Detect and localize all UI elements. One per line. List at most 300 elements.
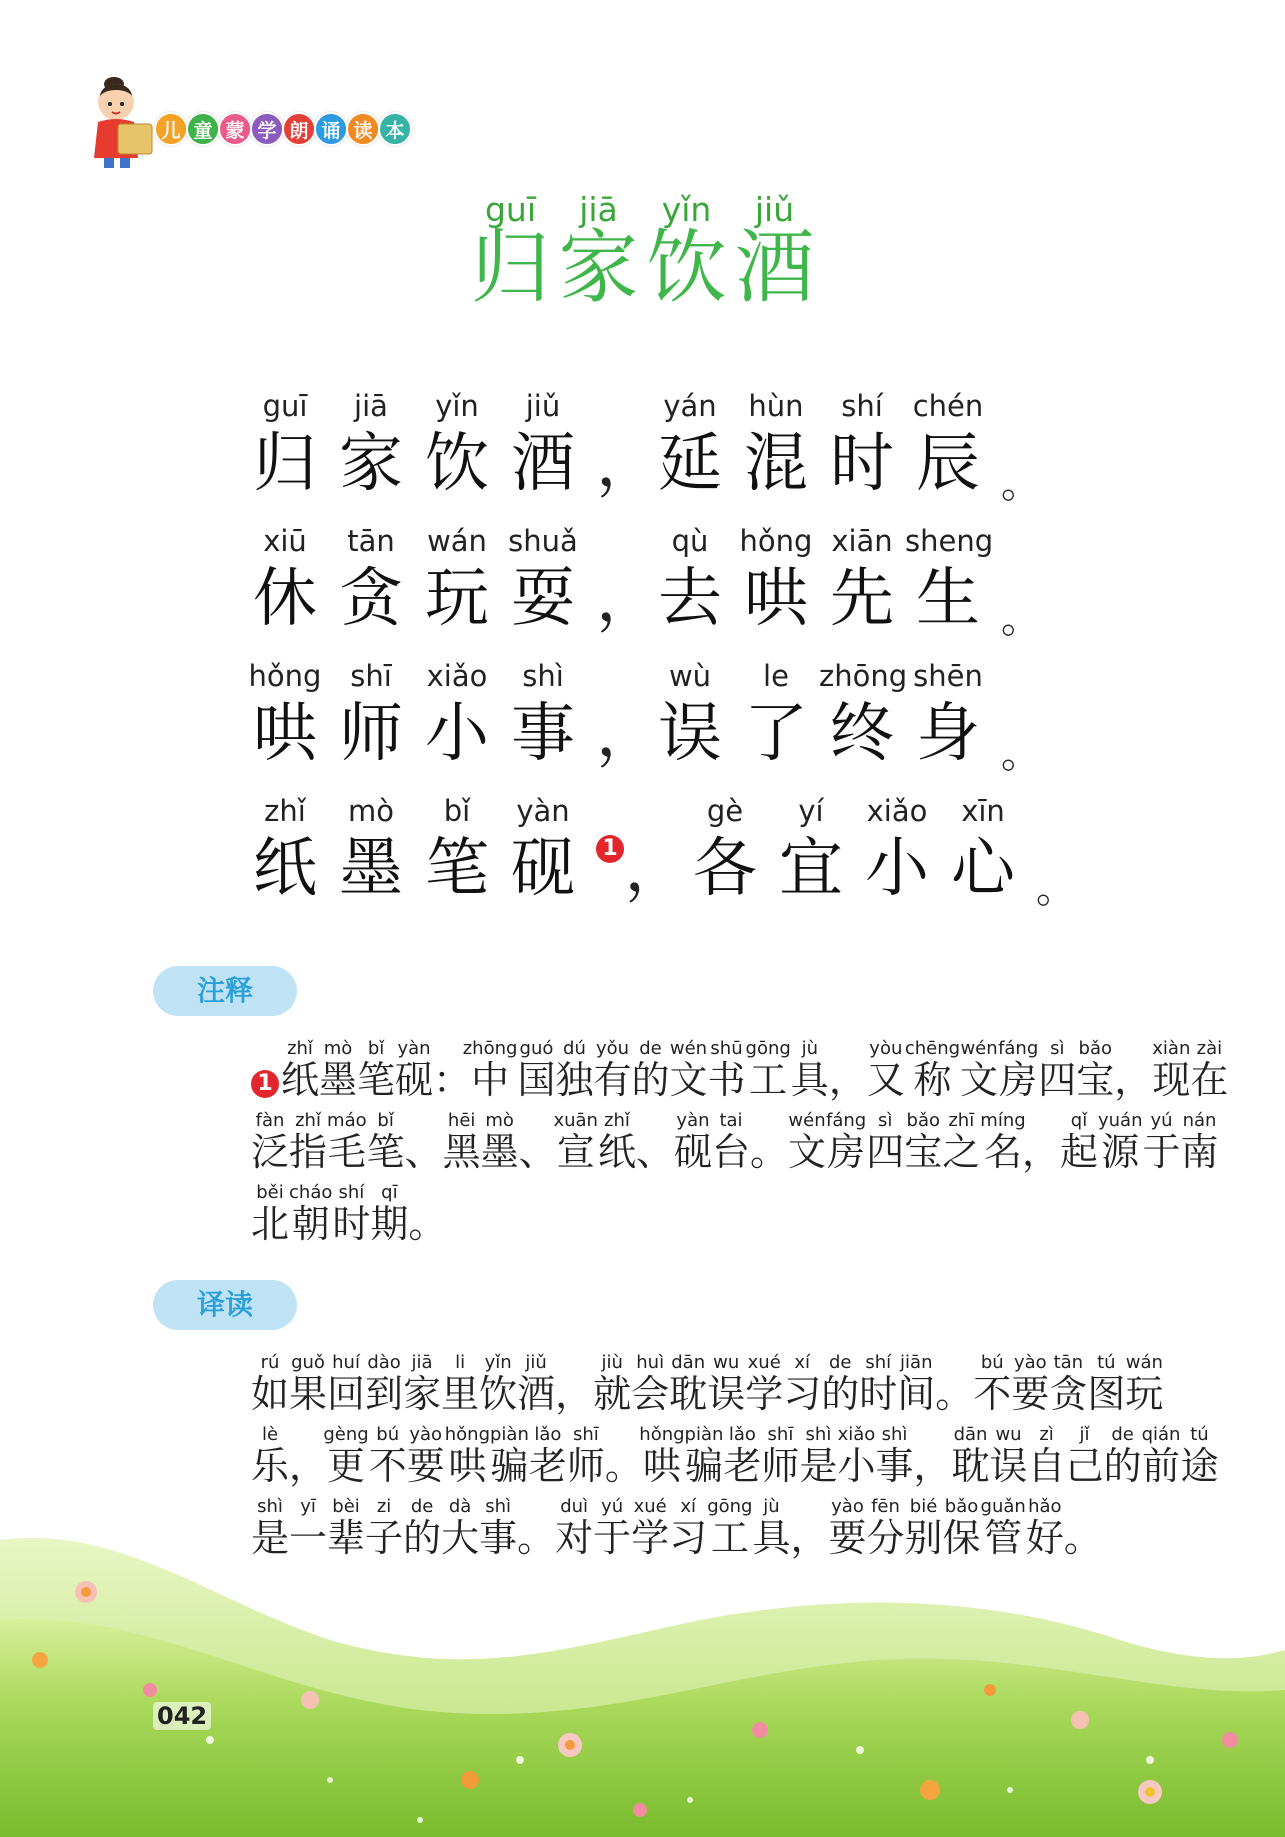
poem-pinyin: chén	[912, 389, 984, 423]
ruby-character	[597, 1110, 636, 1174]
character: 文	[669, 1058, 708, 1102]
pinyin: qī	[370, 1182, 409, 1203]
poem-character: 辰	[916, 427, 980, 501]
pinyin: duì	[555, 1496, 594, 1517]
poem-character: 混	[744, 427, 808, 501]
poem-char-cell	[242, 793, 328, 909]
pinyin: jiǔ	[517, 1352, 556, 1373]
translation-section-label: 译读	[153, 1280, 297, 1330]
poem-period: 。	[1001, 596, 1041, 642]
ruby-character	[444, 1424, 490, 1488]
ruby-character	[707, 1352, 746, 1416]
poem-character: 归	[253, 427, 317, 501]
ruby-character	[866, 1496, 905, 1560]
character: 房	[826, 1130, 867, 1174]
punctuation: ，	[555, 1372, 594, 1416]
poem-character: 小	[865, 832, 929, 906]
character: 朝	[289, 1202, 333, 1246]
pinyin: qián	[1141, 1424, 1181, 1445]
character: 期	[370, 1202, 409, 1246]
poem-char-cell	[500, 388, 586, 504]
character: 国	[517, 1058, 556, 1102]
pinyin: guó	[517, 1038, 556, 1059]
poem-character: 生	[916, 562, 980, 636]
pinyin: dà	[441, 1496, 480, 1517]
poem-character: 心	[951, 832, 1015, 906]
poem-char-cell	[328, 388, 414, 504]
pinyin: hēi	[442, 1110, 481, 1131]
poem-character: 延	[658, 427, 722, 501]
ruby-character	[490, 1424, 529, 1488]
punctuation: 。	[750, 1130, 789, 1174]
character: 四	[1038, 1058, 1077, 1102]
character: 起	[1059, 1130, 1098, 1174]
pinyin: zhōng	[462, 1038, 518, 1059]
poem-pinyin: jiā	[354, 389, 388, 423]
poem-title	[0, 190, 1285, 313]
pinyin: wén	[669, 1038, 708, 1059]
poem-pinyin: guī	[262, 389, 308, 423]
notes-section-label: 注释	[153, 966, 297, 1016]
poem-char-cell	[819, 658, 908, 774]
poem-pinyin: tān	[347, 524, 395, 558]
ruby-character	[462, 1038, 518, 1102]
pinyin: bèi	[327, 1496, 366, 1517]
character: 饮	[479, 1372, 518, 1416]
punctuation: 。	[604, 1444, 643, 1488]
punctuation: 。	[935, 1372, 974, 1416]
poem-pinyin: hùn	[748, 389, 804, 423]
punctuation: ，	[790, 1516, 829, 1560]
character: 骗	[490, 1444, 529, 1488]
character: 事	[875, 1444, 914, 1488]
ruby-character	[406, 1424, 445, 1488]
poem-character: 砚	[511, 832, 575, 906]
pinyin: bǐ	[357, 1038, 396, 1059]
character: 里	[441, 1372, 480, 1416]
poem-character: 哄	[253, 697, 317, 771]
character: 回	[327, 1372, 366, 1416]
pinyin: dān	[669, 1352, 708, 1373]
poem-pinyin: gè	[706, 794, 744, 828]
poem-pinyin: bǐ	[443, 794, 471, 828]
character: 时	[859, 1372, 898, 1416]
ruby-character	[1025, 1496, 1064, 1560]
ruby-character	[980, 1496, 1026, 1560]
pinyin: zì	[1027, 1424, 1066, 1445]
ruby-character	[593, 1038, 632, 1102]
punctuation: 。	[408, 1202, 447, 1246]
character: 工	[745, 1058, 791, 1102]
pinyin: de	[631, 1038, 670, 1059]
ruby-character	[479, 1352, 518, 1416]
ruby-character	[980, 1110, 1026, 1174]
ruby-character	[973, 1352, 1012, 1416]
character: 南	[1180, 1130, 1219, 1174]
character: 玩	[1125, 1372, 1164, 1416]
pinyin: jiān	[897, 1352, 936, 1373]
poem-char-cell	[414, 388, 500, 504]
ruby-character	[395, 1038, 434, 1102]
ruby-character	[707, 1038, 746, 1102]
character: 习	[783, 1372, 822, 1416]
ruby-character	[327, 1352, 366, 1416]
ruby-character	[1103, 1424, 1142, 1488]
pinyin: tān	[1049, 1352, 1088, 1373]
character: 家	[403, 1372, 442, 1416]
poem-character: 墨	[339, 832, 403, 906]
poem-pinyin: zhǐ	[264, 794, 306, 828]
character: 独	[555, 1058, 594, 1102]
pinyin: yǐn	[479, 1352, 518, 1373]
poem-character: 事	[511, 697, 575, 771]
poem-char-cell	[733, 523, 819, 639]
character: 现	[1152, 1058, 1191, 1102]
pinyin: jù	[752, 1496, 791, 1517]
ruby-character	[904, 1496, 943, 1560]
pinyin: hǎo	[1025, 1496, 1064, 1517]
character: 工	[707, 1516, 753, 1560]
character: 哄	[639, 1444, 685, 1488]
character: 宝	[1076, 1058, 1115, 1102]
poem-pinyin: wù	[668, 659, 712, 693]
pinyin: fēn	[866, 1496, 905, 1517]
character: 又	[866, 1058, 905, 1102]
character: 不	[973, 1372, 1012, 1416]
character: 的	[1103, 1444, 1142, 1488]
character: 笔	[366, 1130, 405, 1174]
ruby-character	[707, 1496, 753, 1560]
ruby-character	[1038, 1038, 1077, 1102]
character: 泛	[251, 1130, 290, 1174]
pinyin: jù	[790, 1038, 829, 1059]
ruby-character	[942, 1110, 981, 1174]
pinyin: nán	[1180, 1110, 1219, 1131]
poem-char-cell	[905, 658, 991, 774]
footnote-marker: 1	[596, 835, 624, 863]
poem-char-cell	[242, 388, 328, 504]
poem-character: 哄	[744, 562, 808, 636]
child-reader-illustration	[92, 72, 154, 172]
ruby-character	[788, 1110, 827, 1174]
character: 是	[799, 1444, 838, 1488]
punctuation: 。	[517, 1516, 556, 1560]
pinyin: zhī	[942, 1110, 981, 1131]
ruby-character	[745, 1038, 791, 1102]
punctuation: ：	[433, 1058, 472, 1102]
title-pinyin-syllable: guī	[484, 190, 537, 229]
character: 北	[251, 1202, 290, 1246]
poem-pinyin: xiān	[831, 524, 893, 558]
poem-character: 玩	[425, 562, 489, 636]
pinyin: wán	[1125, 1352, 1164, 1373]
ruby-character	[998, 1038, 1039, 1102]
pinyin: jiā	[403, 1352, 442, 1373]
ruby-character	[960, 1038, 999, 1102]
character: 间	[897, 1372, 936, 1416]
pinyin: xiǎo	[837, 1424, 876, 1445]
ruby-character	[783, 1352, 822, 1416]
poem-char-cell	[854, 793, 940, 909]
poem-char-cell	[328, 523, 414, 639]
pinyin: yàn	[673, 1110, 712, 1131]
poem-comma: ，	[624, 832, 689, 906]
poem-character: 各	[693, 832, 757, 906]
ruby-character	[251, 1110, 290, 1174]
ruby-character	[684, 1424, 724, 1488]
ruby-character	[289, 1496, 328, 1560]
ruby-character	[866, 1038, 905, 1102]
pinyin: yào	[406, 1424, 445, 1445]
pinyin: yào	[1011, 1352, 1050, 1373]
series-badge	[92, 72, 410, 172]
ruby-character	[319, 1038, 358, 1102]
ruby-character	[555, 1038, 594, 1102]
pinyin: lǎo	[528, 1424, 567, 1445]
ruby-character	[1098, 1110, 1143, 1174]
pinyin: bié	[904, 1496, 943, 1517]
character: 时	[332, 1202, 371, 1246]
poem-char-cell	[414, 658, 500, 774]
punctuation: 。	[1063, 1516, 1102, 1560]
title-pinyin-syllable: jiǔ	[754, 190, 795, 229]
character: 纸	[597, 1130, 636, 1174]
poem-char-cell	[819, 388, 905, 504]
poem-pinyin: qù	[671, 524, 709, 558]
ruby-character	[639, 1424, 685, 1488]
poem-char-cell	[682, 793, 768, 909]
punctuation: 、	[635, 1130, 674, 1174]
pinyin: yú	[593, 1496, 632, 1517]
pinyin: lǎo	[723, 1424, 762, 1445]
character: 辈	[327, 1516, 366, 1560]
pinyin: shì	[875, 1424, 914, 1445]
ruby-character	[790, 1038, 829, 1102]
pinyin: lè	[251, 1424, 290, 1445]
pinyin: sì	[1038, 1038, 1077, 1059]
pinyin: yú	[1142, 1110, 1181, 1131]
poem-pinyin: yí	[798, 794, 824, 828]
character: 小	[837, 1444, 876, 1488]
pinyin: xiàn	[1152, 1038, 1191, 1059]
character: 毛	[327, 1130, 367, 1174]
pinyin: rú	[251, 1352, 289, 1373]
ruby-character	[517, 1038, 556, 1102]
ruby-character	[1065, 1424, 1104, 1488]
poem-character: 贪	[339, 562, 403, 636]
series-char: 童	[186, 112, 220, 146]
ruby-character	[989, 1424, 1028, 1488]
poem-pinyin: zhōng	[819, 659, 908, 693]
pinyin: guǒ	[289, 1352, 328, 1373]
character: 砚	[395, 1058, 434, 1102]
series-title	[154, 112, 410, 146]
pinyin: bǎo	[942, 1496, 981, 1517]
pinyin: yī	[289, 1496, 328, 1517]
pinyin: dān	[951, 1424, 990, 1445]
ruby-character	[528, 1424, 567, 1488]
poem-char-cell	[500, 793, 586, 909]
ruby-character	[723, 1424, 762, 1488]
poem-character: 师	[339, 697, 403, 771]
poem-comma: ，	[596, 562, 660, 636]
ruby-character	[1059, 1110, 1098, 1174]
ruby-character	[1087, 1352, 1126, 1416]
page-number: 042	[153, 1702, 211, 1730]
character: 师	[761, 1444, 800, 1488]
character: 砚	[673, 1130, 712, 1174]
pinyin: yuán	[1098, 1110, 1143, 1131]
series-char: 本	[378, 112, 412, 146]
series-char: 读	[346, 112, 380, 146]
ruby-character	[942, 1496, 981, 1560]
ruby-character	[1125, 1352, 1164, 1416]
title-character: 饮	[646, 221, 727, 314]
ruby-character	[1076, 1038, 1115, 1102]
series-char: 蒙	[218, 112, 252, 146]
character: 前	[1141, 1444, 1181, 1488]
pinyin: gōng	[745, 1038, 791, 1059]
pinyin: fàn	[251, 1110, 289, 1131]
title-character: 归	[470, 221, 551, 314]
pinyin: shì	[251, 1496, 290, 1517]
poem-char-cell	[733, 388, 819, 504]
character: 老	[723, 1444, 762, 1488]
pinyin: qǐ	[1059, 1110, 1098, 1131]
pinyin: yòu	[866, 1038, 905, 1059]
poem-pinyin: yán	[663, 389, 717, 423]
poem-character: 身	[916, 697, 980, 771]
poem-pinyin: shí	[841, 389, 883, 423]
punctuation: 、	[404, 1130, 443, 1174]
pinyin: li	[441, 1352, 480, 1373]
ruby-character	[323, 1424, 369, 1488]
character: 会	[631, 1372, 670, 1416]
series-char: 学	[250, 112, 284, 146]
poem-character: 饮	[425, 427, 489, 501]
poem-char-cell	[905, 523, 994, 639]
poem-character: 宜	[779, 832, 843, 906]
character: 事	[479, 1516, 518, 1560]
character: 学	[745, 1372, 784, 1416]
poem-pinyin: jiǔ	[525, 389, 561, 423]
ruby-character	[673, 1110, 712, 1174]
ruby-character	[1049, 1352, 1088, 1416]
pinyin: zhǐ	[281, 1038, 320, 1059]
pinyin: wu	[989, 1424, 1028, 1445]
ruby-character	[555, 1496, 594, 1560]
poem-char-cell	[940, 793, 1026, 909]
character: 书	[707, 1058, 746, 1102]
title-pinyin-syllable: jiā	[579, 190, 618, 229]
poem-line	[253, 388, 1082, 523]
pinyin: bú	[973, 1352, 1012, 1373]
character: 有	[593, 1058, 632, 1102]
ruby-character	[745, 1352, 784, 1416]
ruby-character	[566, 1424, 605, 1488]
poem-character: 先	[830, 562, 894, 636]
character: 耽	[669, 1372, 708, 1416]
pinyin: jǐ	[1065, 1424, 1104, 1445]
punctuation: ，	[289, 1444, 328, 1488]
character: 对	[555, 1516, 594, 1560]
pinyin: shī	[761, 1424, 800, 1445]
ruby-character	[904, 1038, 961, 1102]
title-character: 酒	[734, 221, 815, 314]
poem-period: 。	[1036, 866, 1076, 912]
pinyin: bú	[368, 1424, 407, 1445]
pinyin: zi	[365, 1496, 404, 1517]
pinyin: chēng	[904, 1038, 961, 1059]
pinyin: yǒu	[593, 1038, 632, 1059]
poem-character: 终	[830, 697, 894, 771]
ruby-character	[1190, 1038, 1229, 1102]
pinyin: fáng	[998, 1038, 1039, 1059]
ruby-character	[897, 1352, 936, 1416]
ruby-character	[289, 1110, 328, 1174]
ruby-character	[368, 1424, 407, 1488]
ruby-character	[251, 1352, 290, 1416]
ruby-character	[517, 1352, 556, 1416]
ruby-character	[826, 1110, 867, 1174]
poem-line	[253, 523, 1082, 658]
ruby-character	[711, 1110, 750, 1174]
character: 途	[1180, 1444, 1219, 1488]
character: 不	[368, 1444, 407, 1488]
pinyin: shī	[566, 1424, 605, 1445]
character: 耽	[951, 1444, 990, 1488]
pinyin: hǒng	[444, 1424, 490, 1445]
pinyin: tai	[711, 1110, 750, 1131]
poem-pinyin: sheng	[905, 524, 994, 558]
pinyin: dào	[365, 1352, 404, 1373]
character: 乐	[251, 1444, 290, 1488]
poem-char-cell	[768, 793, 854, 909]
series-char: 诵	[314, 112, 348, 146]
ruby-character	[327, 1110, 367, 1174]
character: 称	[904, 1058, 961, 1102]
character: 的	[403, 1516, 442, 1560]
character: 到	[365, 1372, 404, 1416]
character: 纸	[281, 1058, 320, 1102]
poem-pinyin: yàn	[516, 794, 570, 828]
poem-character: 笔	[425, 832, 489, 906]
character: 具	[752, 1516, 791, 1560]
footnote-marker: 1	[251, 1070, 279, 1098]
poem-pinyin: xiǎo	[426, 659, 488, 693]
poem-period: 。	[1001, 731, 1041, 777]
pinyin: sì	[866, 1110, 905, 1131]
ruby-character	[441, 1352, 480, 1416]
character: 是	[251, 1516, 290, 1560]
ruby-character	[951, 1424, 990, 1488]
ruby-character	[370, 1182, 409, 1246]
ruby-character	[875, 1424, 914, 1488]
series-char: 儿	[154, 112, 188, 146]
character: 自	[1027, 1444, 1066, 1488]
character: 要	[406, 1444, 445, 1488]
character: 墨	[480, 1130, 519, 1174]
translation-paragraph	[155, 1354, 1231, 1574]
character: 的	[821, 1372, 860, 1416]
character: 中	[462, 1058, 518, 1102]
pinyin: hǒng	[639, 1424, 685, 1445]
ruby-character	[480, 1110, 519, 1174]
pinyin: míng	[980, 1110, 1026, 1131]
ruby-character	[752, 1496, 791, 1560]
ruby-character	[442, 1110, 481, 1174]
title-pinyin-syllable: yǐn	[661, 190, 712, 229]
